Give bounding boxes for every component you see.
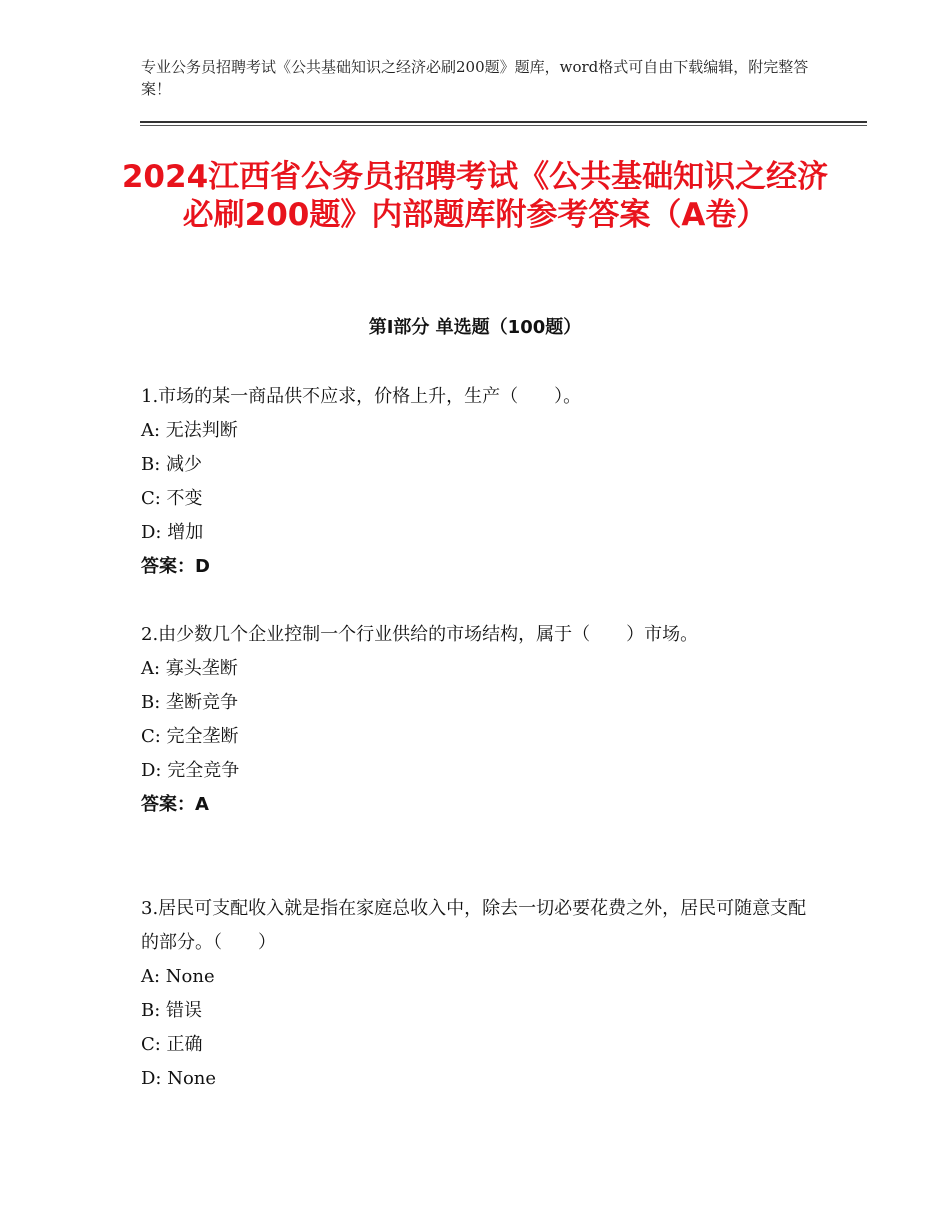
header-note: 专业公务员招聘考试《公共基础知识之经济必刷200题》题库，word格式可自由下载编辑，附完整答案！: [141, 58, 809, 98]
answer: 答案：A: [141, 794, 209, 815]
option-d: D: None: [141, 1068, 217, 1089]
option-a: A: 寡头垄断: [141, 658, 238, 679]
option-d: D: 增加: [141, 522, 204, 543]
question-3: [141, 892, 821, 1096]
question-stem: 1.市场的某一商品供不应求，价格上升，生产（ ）。: [141, 386, 582, 407]
option-a: A: None: [141, 966, 215, 987]
document-title: 2024江西省公务员招聘考试《公共基础知识之经济必刷200题》内部题库附参考答案（A卷）: [121, 159, 829, 233]
option-b: B: 减少: [141, 454, 203, 475]
question-1: [141, 380, 821, 584]
option-b: B: 错误: [141, 1000, 203, 1021]
option-a: A: 无法判断: [141, 420, 238, 441]
option-c: C: 不变: [141, 488, 203, 509]
option-b: B: 垄断竞争: [141, 692, 239, 713]
option-c: C: 正确: [141, 1034, 203, 1055]
header-rule-thin: [140, 125, 867, 126]
question-stem: 3.居民可支配收入就是指在家庭总收入中，除去一切必要花费之外，居民可随意支配的部分。（ ）: [141, 898, 807, 953]
header-rule-thick: [140, 121, 867, 123]
question-stem: 2.由少数几个企业控制一个行业供给的市场结构，属于（ ）市场。: [141, 624, 699, 645]
question-2: [141, 618, 821, 822]
option-c: C: 完全垄断: [141, 726, 239, 747]
section-title: 第Ⅰ部分 单选题（100题）: [368, 317, 582, 338]
answer: 答案：D: [141, 556, 210, 577]
option-d: D: 完全竞争: [141, 760, 240, 781]
